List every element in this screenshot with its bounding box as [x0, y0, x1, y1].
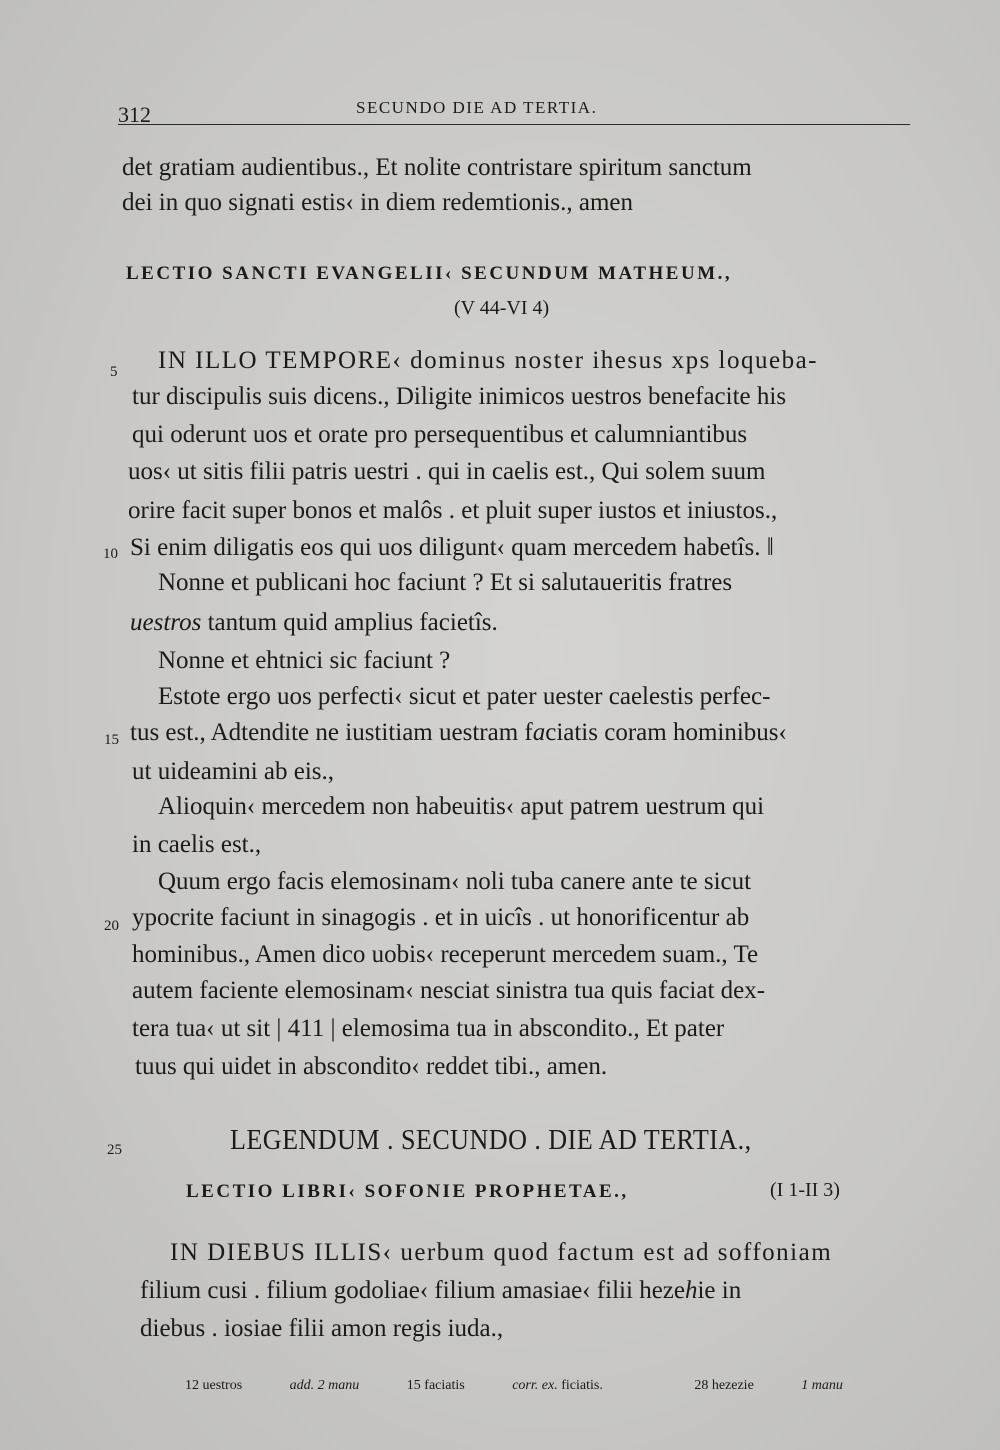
text-segment: ie in: [697, 1277, 742, 1304]
footnote-ref: 28 hezezie: [694, 1378, 754, 1393]
section-heading: LECTIO SANCTI EVANGELII‹ SECUNDUM MATHEUM.,: [126, 263, 733, 284]
text-line: qui oderunt uos et orate pro persequentibus et calumniantibus: [132, 421, 748, 448]
section-heading: LECTIO LIBRI‹ SOFONIE PROPHETAE.,: [186, 1181, 629, 1202]
text-line: Nonne et ehtnici sic faciunt ?: [158, 647, 451, 674]
italic-letter: a: [532, 719, 546, 746]
line-number: 15: [104, 732, 119, 748]
italic-word: uestros: [130, 609, 202, 636]
text-line: IN ILLO TEMPORE‹ dominus noster ihesus xps loqueba-: [158, 347, 819, 374]
footnote: [407, 1378, 647, 1393]
text-line: Nonne et publicani hoc faciunt ? Et si salutaueritis fratres: [158, 569, 733, 596]
footnote-rest: ficiatis.: [561, 1378, 603, 1393]
running-head: SECUNDO DIE AD TERTIA.: [356, 98, 598, 117]
text-line: Quum ergo facis elemosinam‹ noli tuba canere ante te sicut: [158, 868, 752, 895]
text-line: IN DIEBUS ILLIS‹ uerbum quod factum est ad soffoniam: [170, 1239, 833, 1266]
italic-letter: h: [684, 1277, 698, 1304]
footnote: [185, 1378, 359, 1393]
text-line: Si enim diligatis eos qui uos diligunt‹ quam mercedem habetîs. ‖: [130, 534, 774, 561]
footnote-note: corr. ex.: [512, 1378, 558, 1393]
text-segment: tus est., Adtendite ne iustitiam uestram: [130, 719, 519, 746]
footnote-ref: 12 uestros: [185, 1378, 243, 1393]
text-line: diebus . iosiae filii amon regis iuda.,: [140, 1315, 504, 1342]
text-line: autem faciente elemosinam‹ nesciat sinistra tua quis faciat dex-: [132, 977, 766, 1004]
text-line: [130, 608, 498, 638]
text-line: ypocrite faciunt in sinagogis . et in uicîs . ut honorificentur ab: [132, 904, 750, 931]
text-line: in caelis est.,: [132, 831, 262, 858]
text-line: tera tua‹ ut sit | 411 | elemosima tua in abscondito., Et pater: [132, 1015, 725, 1042]
text-line: uos‹ ut sitis filii patris uestri . qui in caelis est., Qui solem suum: [128, 458, 766, 485]
footnote-note: 1 manu: [801, 1378, 843, 1393]
footnote-note: add. 2 manu: [289, 1378, 360, 1393]
header-rule: [118, 124, 910, 125]
text-segment: tantum quid amplius facietîs.: [207, 609, 498, 636]
section-reference: (V 44-VI 4): [454, 297, 550, 319]
line-number: 10: [103, 546, 118, 562]
text-segment: filium cusi . filium godoliae‹ filium amasiae‹ filii heze: [140, 1277, 685, 1304]
section-title: LEGENDUM . SECUNDO . DIE AD TERTIA.,: [230, 1124, 752, 1156]
text-line: [140, 1276, 741, 1306]
text-line: tuus qui uidet in abscondito‹ reddet tibi., amen.: [135, 1053, 608, 1080]
page-number: 312: [118, 102, 151, 127]
text-segment: ciatis coram hominibus‹: [545, 719, 787, 746]
footnote-ref: 15 faciatis: [406, 1378, 465, 1393]
text-line: ut uideamini ab eis.,: [132, 758, 335, 785]
text-line: Estote ergo uos perfecti‹ sicut et pater uester caelestis perfec-: [158, 683, 771, 710]
text-line: det gratiam audientibus., Et nolite contristare spiritum sanctum: [122, 154, 752, 181]
text-line: orire facit super bonos et malôs . et pluit super iustos et iniustos.,: [128, 497, 778, 524]
line-number: 5: [110, 364, 118, 380]
line-number: 25: [107, 1142, 122, 1158]
text-line: tus est., Adtendite ne iustitiam uestram faciatis coram hominibus‹: [130, 719, 787, 746]
footnote: [694, 1378, 843, 1393]
text-line: hominibus., Amen dico uobis‹ receperunt mercedem suam., Te: [132, 941, 759, 968]
text-line: dei in quo signati estis‹ in diem redemtionis., amen: [122, 189, 634, 216]
section-reference: (I 1-II 3): [770, 1179, 840, 1201]
line-number: 20: [104, 918, 119, 934]
text-line: tur discipulis suis dicens., Diligite inimicos uestros benefacite his: [132, 383, 787, 410]
text-line: Alioquin‹ mercedem non habeuitis‹ aput patrem uestrum qui: [158, 793, 765, 820]
footnotes: [185, 1378, 885, 1394]
